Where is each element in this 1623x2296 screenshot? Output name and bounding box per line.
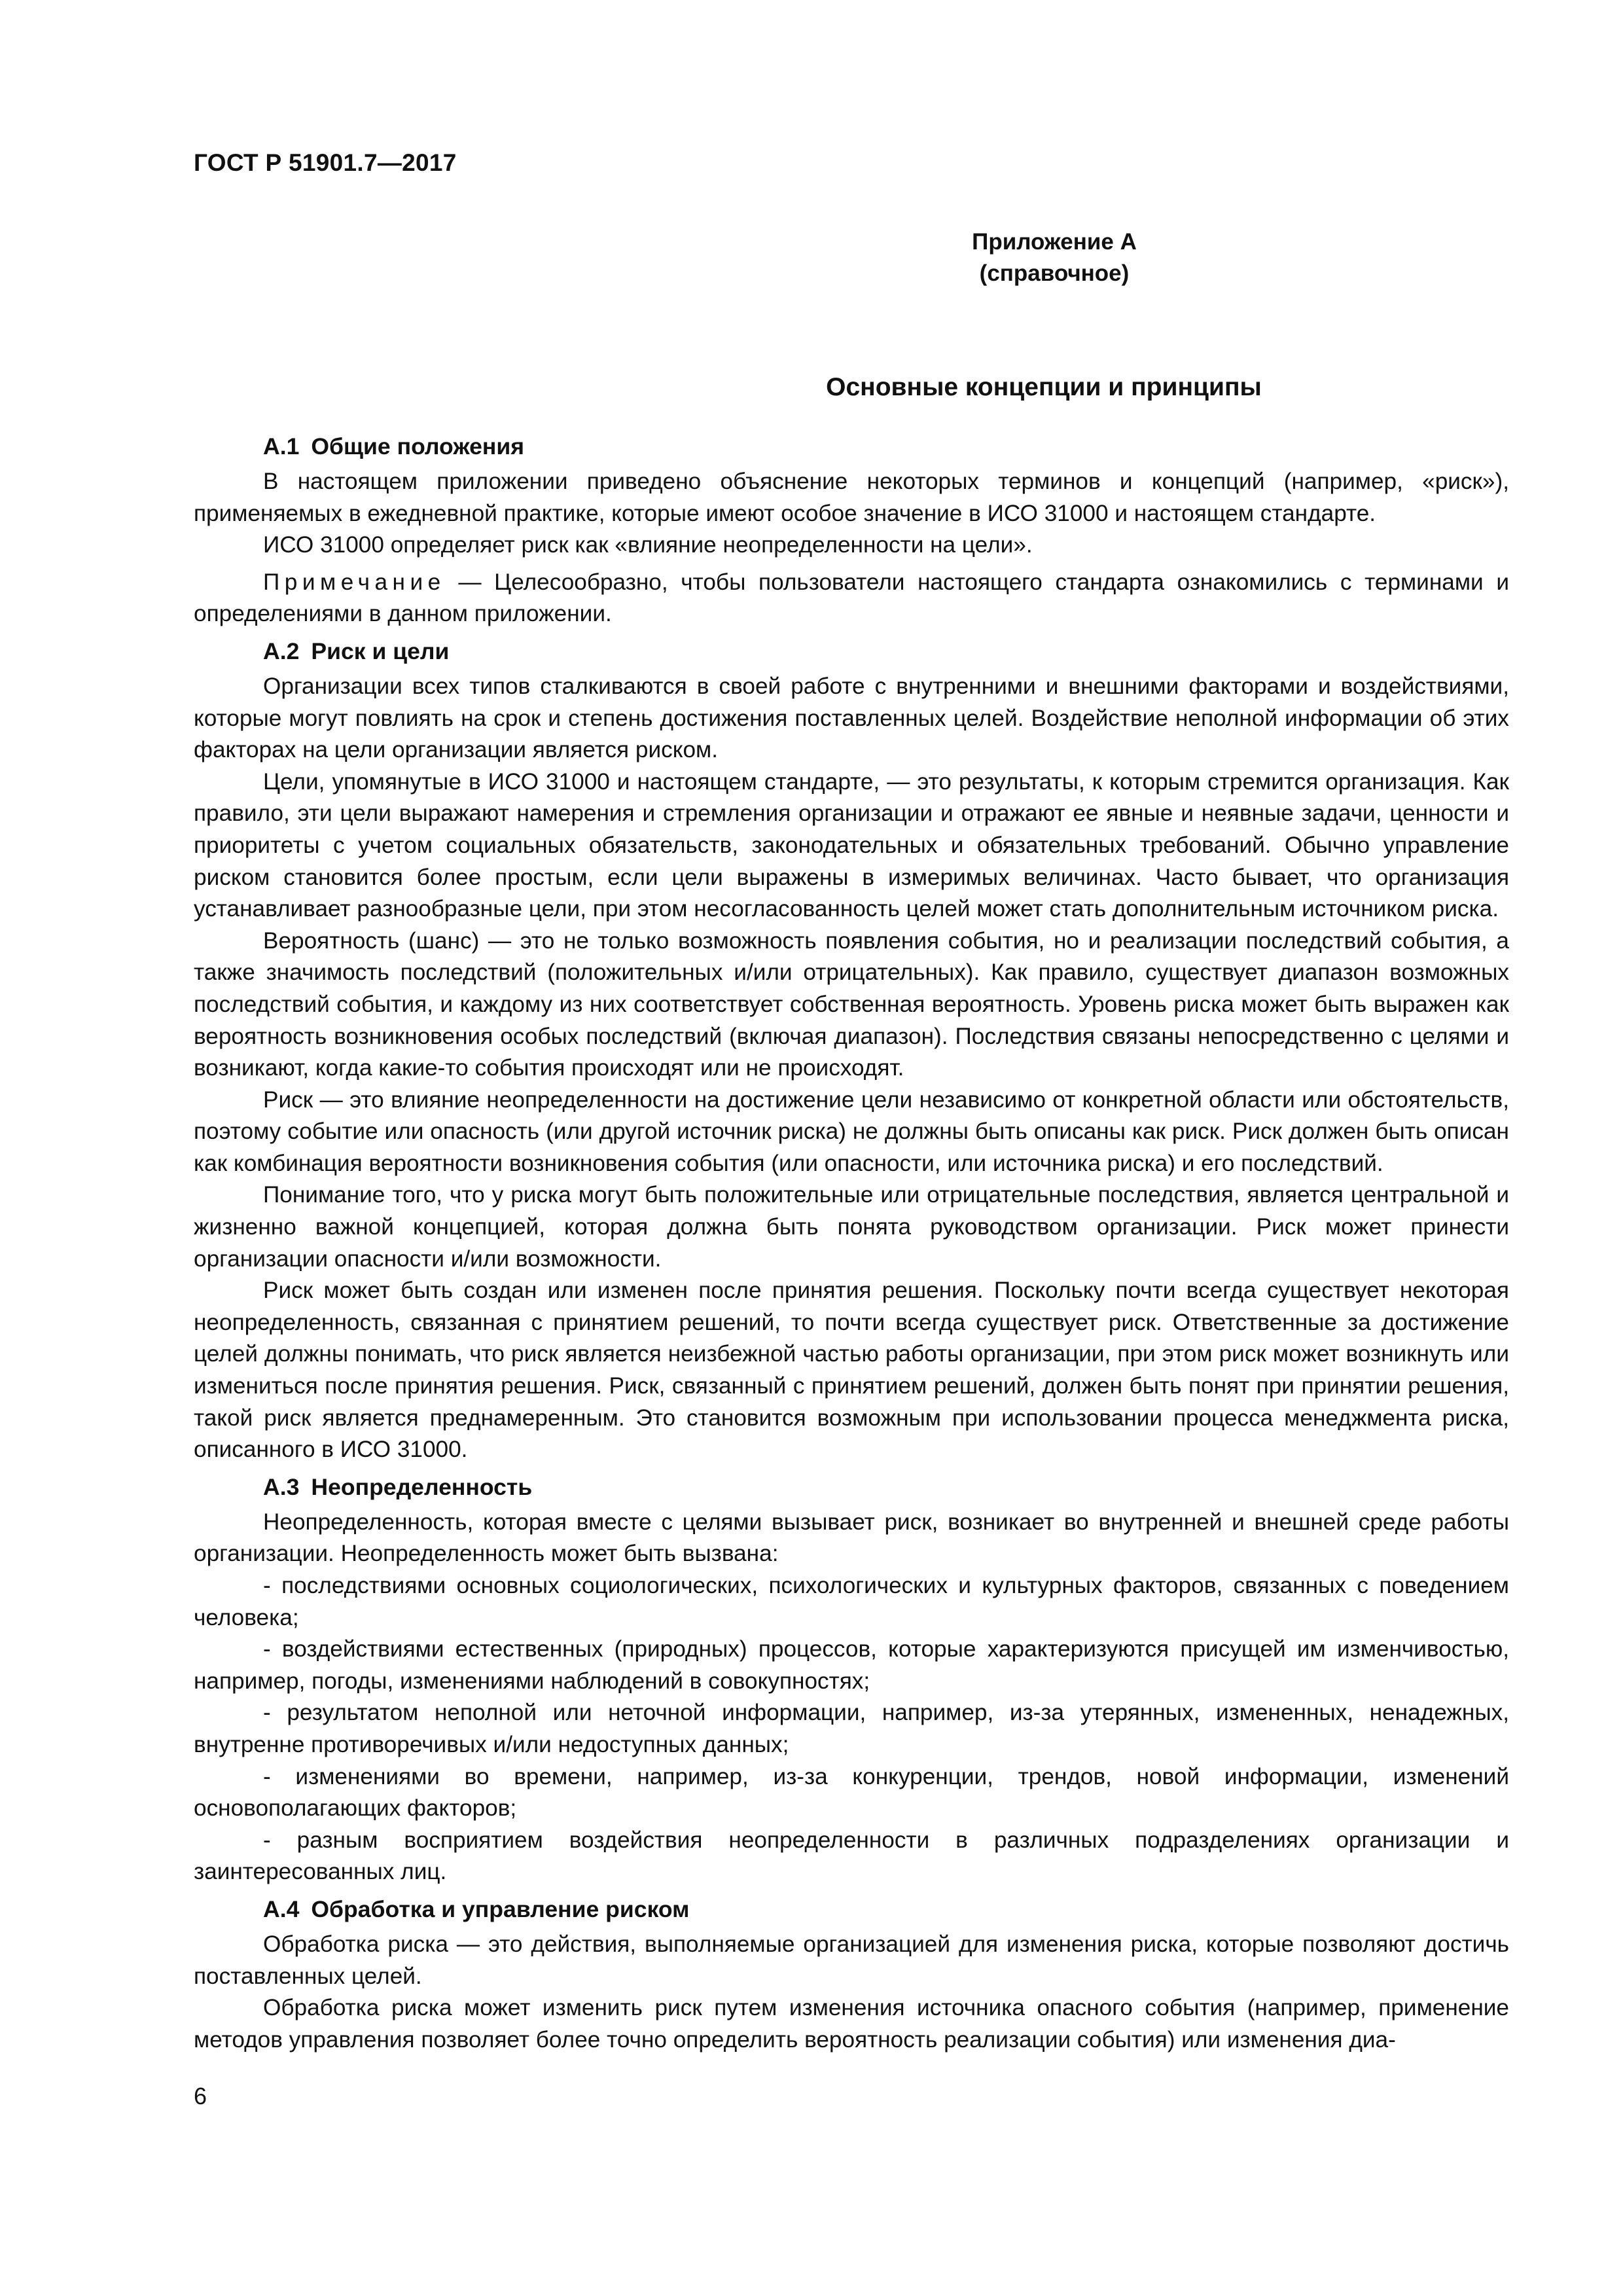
paragraph: Вероятность (шанс) — это не только возможность появления события, но и реализации последствий события, а также значимость последствий (положительных и/или отрицательных). Как правило, существует диапазон возможных последствий события, и каждому из них соответствует собственная вероятность. Уровень риска может быть выражен как вероятность возникновения особых последствий (включая диапазон). Последствия связаны непосредственно с целями и возникают, когда какие-то события происходят или не происходят. bbox=[194, 927, 1509, 1081]
list-item: - последствиями основных социологических, психологических и культурных факторов, связанных с поведением человека; bbox=[194, 1573, 1509, 1630]
note-label: Примечание bbox=[263, 569, 446, 595]
paragraph: Понимание того, что у риска могут быть положительные или отрицательные последствия, является центральной и жизненно важной концепцией, которая должна быть понята руководством организации. Риск может принести организации опасности и/или возможности. bbox=[194, 1182, 1509, 1272]
paragraph: В настоящем приложении приведено объяснение некоторых терминов и концепций (например, «риск»), применяемых в ежедневной практике, которые имеют особое значение в ИСО 31000 и настоящем стандарте. bbox=[194, 469, 1509, 526]
section-number: А.4 bbox=[263, 1895, 300, 1922]
page-title-text: Основные концепции и принципы bbox=[826, 373, 1262, 401]
paragraph: Цели, упомянутые в ИСО 31000 и настоящем стандарте, — это результаты, к которым стремится организация. Как правило, эти цели выражают намерения и стремления организации и отражают ее явные и неявные задачи, ценности и приоритеты с учетом социальных обязательств, законодательных и обязательных требований. Обычно управление риском становится более простым, если цели выражены в измеримых величинах. Часто бывает, что организация устанавливает разнообразные цели, при этом несогласованность целей может стать дополнительным источником риска. bbox=[194, 768, 1509, 922]
paragraph: Риск может быть создан или изменен после принятия решения. Поскольку почти всегда существует некоторая неопределенность, связанная с принятием решений, то почти всегда существует риск. Ответственные за достижение целей должны понимать, что риск является неизбежной частью работы организации, при этом риск может возникнуть или измениться после принятия решения. Риск, связанный с принятием решений, должен быть понят при принятии решения, такой риск является преднамеренным. Это становится возможным при использовании процесса менеджмента риска, описанного в ИСО 31000. bbox=[194, 1278, 1509, 1463]
paragraph: Обработка риска — это действия, выполняемые организацией для изменения риска, которые позволяют достичь поставленных целей. bbox=[194, 1931, 1509, 1989]
section-title: Риск и цели bbox=[311, 637, 450, 664]
section-heading-a4 bbox=[194, 1893, 1509, 1925]
paragraph: Неопределенность, которая вместе с целями вызывает риск, возникает во внутренней и внешней среде работы организации. Неопределенность может быть вызвана: bbox=[194, 1509, 1509, 1567]
section-title: Неопределенность bbox=[311, 1473, 533, 1500]
document-body bbox=[194, 425, 1509, 2056]
note-text: — Целесообразно, чтобы пользователи настоящего стандарта ознакомились с терминами и определениями в данном приложении. bbox=[194, 569, 1509, 627]
section-heading-a2 bbox=[194, 636, 1509, 667]
paragraph: Риск — это влияние неопределенности на достижение цели независимо от конкретной области или обстоятельств, поэтому событие или опасность (или другой источник риска) не должны быть описаны как риск. Риск должен быть описан как комбинация вероятности возникновения события (или опасности, или источника риска) и его последствий. bbox=[194, 1086, 1509, 1176]
list-item: - разным восприятием воздействия неопределенности в различных подразделениях организации и заинтересованных лиц. bbox=[194, 1827, 1509, 1885]
appendix-label bbox=[194, 226, 1496, 289]
section-number: А.1 bbox=[263, 433, 300, 459]
appendix-type: (справочное) bbox=[979, 260, 1130, 286]
list-item: - воздействиями естественных (природных) процессов, которые характеризуются присущей им изменчивостью, например, погоды, изменениями наблюдений в совокупностях; bbox=[194, 1636, 1509, 1694]
section-title: Общие положения bbox=[311, 433, 524, 459]
list-item: - изменениями во времени, например, из-за конкуренции, трендов, новой информации, изменений основополагающих факторов; bbox=[194, 1763, 1509, 1821]
note-paragraph bbox=[194, 567, 1509, 630]
appendix-title: Приложение А bbox=[972, 229, 1137, 255]
page-number: 6 bbox=[194, 2083, 207, 2109]
paragraph: Организации всех типов сталкиваются в своей работе с внутренними и внешними факторами и воздействиями, которые могут повлиять на срок и степень достижения поставленных целей. Воздействие неполной информации об этих факторах на цели организации является риском. bbox=[194, 673, 1509, 763]
section-title: Обработка и управление риском bbox=[311, 1895, 690, 1922]
paragraph: Обработка риска может изменить риск путем изменения источника опасного события (например, применение методов управления позволяет более точно определить вероятность реализации события) или изменения диа- bbox=[194, 1995, 1509, 2053]
section-number: А.3 bbox=[263, 1473, 300, 1500]
page-title bbox=[194, 373, 1509, 402]
section-number: А.2 bbox=[263, 637, 300, 664]
section-heading-a3 bbox=[194, 1471, 1509, 1503]
list-item: - результатом неполной или неточной информации, например, из-за утерянных, измененных, ненадежных, внутренне противоречивых и/или недоступных данных; bbox=[194, 1700, 1509, 1757]
document-code-header: ГОСТ Р 51901.7—2017 bbox=[194, 149, 457, 176]
paragraph: ИСО 31000 определяет риск как «влияние неопределенности на цели». bbox=[263, 532, 1033, 558]
section-heading-a1 bbox=[194, 431, 1509, 462]
